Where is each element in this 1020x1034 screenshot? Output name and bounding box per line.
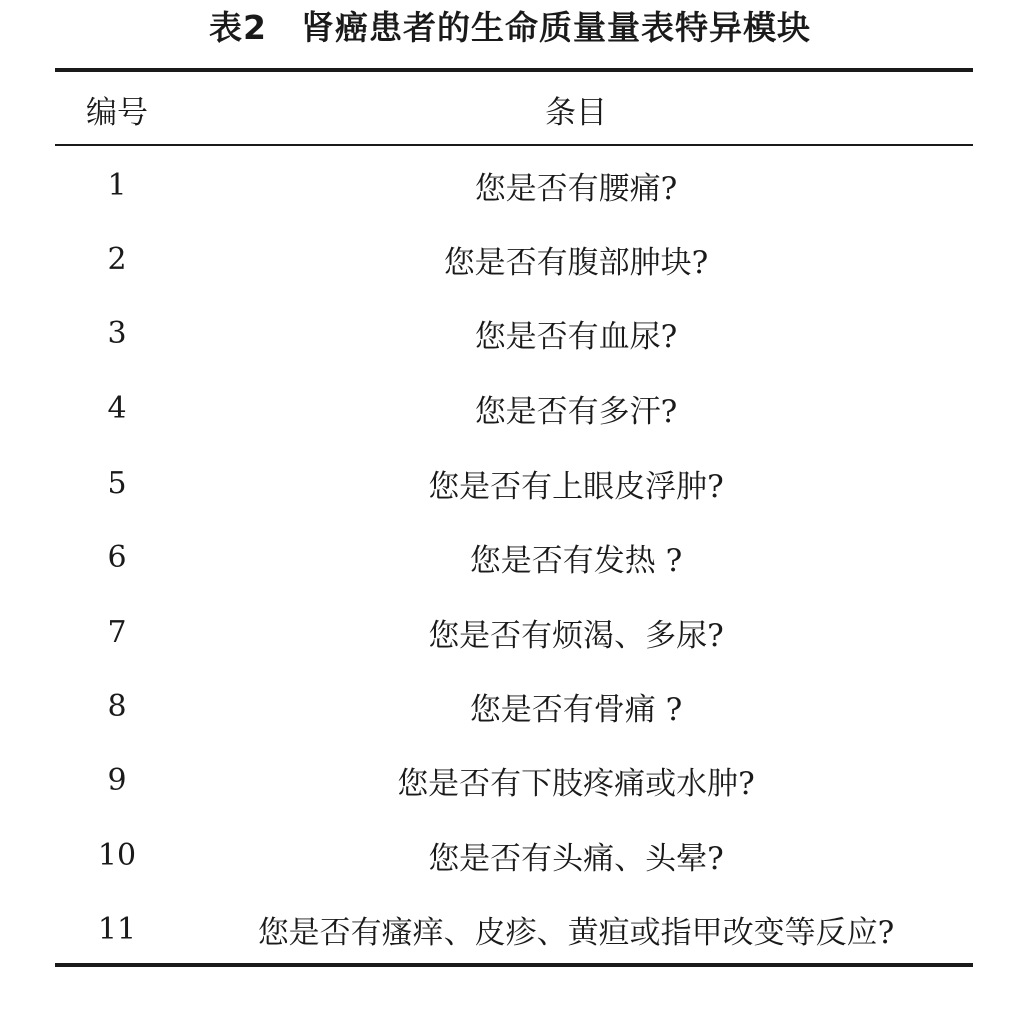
row-number: 1 [107, 167, 127, 203]
table-caption [0, 6, 1020, 50]
table-number: 表2 [209, 8, 267, 47]
table-row [55, 743, 973, 817]
row-item: 您是否有下肢疼痛或水肿? [397, 765, 755, 802]
row-number: 4 [107, 390, 127, 426]
row-item: 您是否有发热 ? [469, 542, 683, 579]
row-number: 11 [97, 911, 137, 947]
table-row [55, 222, 973, 296]
row-number: 10 [97, 837, 137, 873]
row-item: 您是否有骨痛 ? [469, 691, 683, 728]
row-item: 您是否有腹部肿块? [443, 244, 709, 281]
row-item: 您是否有烦渴、多尿? [428, 617, 724, 654]
header-item: 条目 [545, 94, 607, 131]
table-row [55, 892, 973, 966]
table-row [55, 818, 973, 892]
table-row [55, 148, 973, 222]
bottom-rule [55, 963, 973, 967]
row-number: 9 [107, 762, 127, 798]
row-number: 6 [107, 539, 127, 575]
table-row [55, 595, 973, 669]
row-item: 您是否有上眼皮浮肿? [428, 468, 724, 505]
row-number: 2 [107, 241, 127, 277]
row-item: 您是否有瘙痒、皮疹、黄疸或指甲改变等反应? [257, 914, 895, 951]
table-row [55, 669, 973, 743]
table-header-row [55, 72, 973, 146]
table-row [55, 520, 973, 594]
row-item: 您是否有头痛、头晕? [428, 840, 724, 877]
table-title: 肾癌患者的生命质量量表特异模块 [300, 8, 811, 47]
row-number: 8 [107, 688, 127, 724]
row-item: 您是否有多汗? [474, 393, 678, 430]
row-item: 您是否有腰痛? [474, 170, 678, 207]
table-row [55, 296, 973, 370]
row-item: 您是否有血尿? [474, 318, 678, 355]
row-number: 5 [107, 465, 127, 501]
header-number: 编号 [86, 94, 148, 131]
row-number: 3 [107, 315, 127, 351]
table-row [55, 371, 973, 445]
row-number: 7 [107, 614, 127, 650]
table-row [55, 446, 973, 520]
header-rule [55, 144, 973, 146]
